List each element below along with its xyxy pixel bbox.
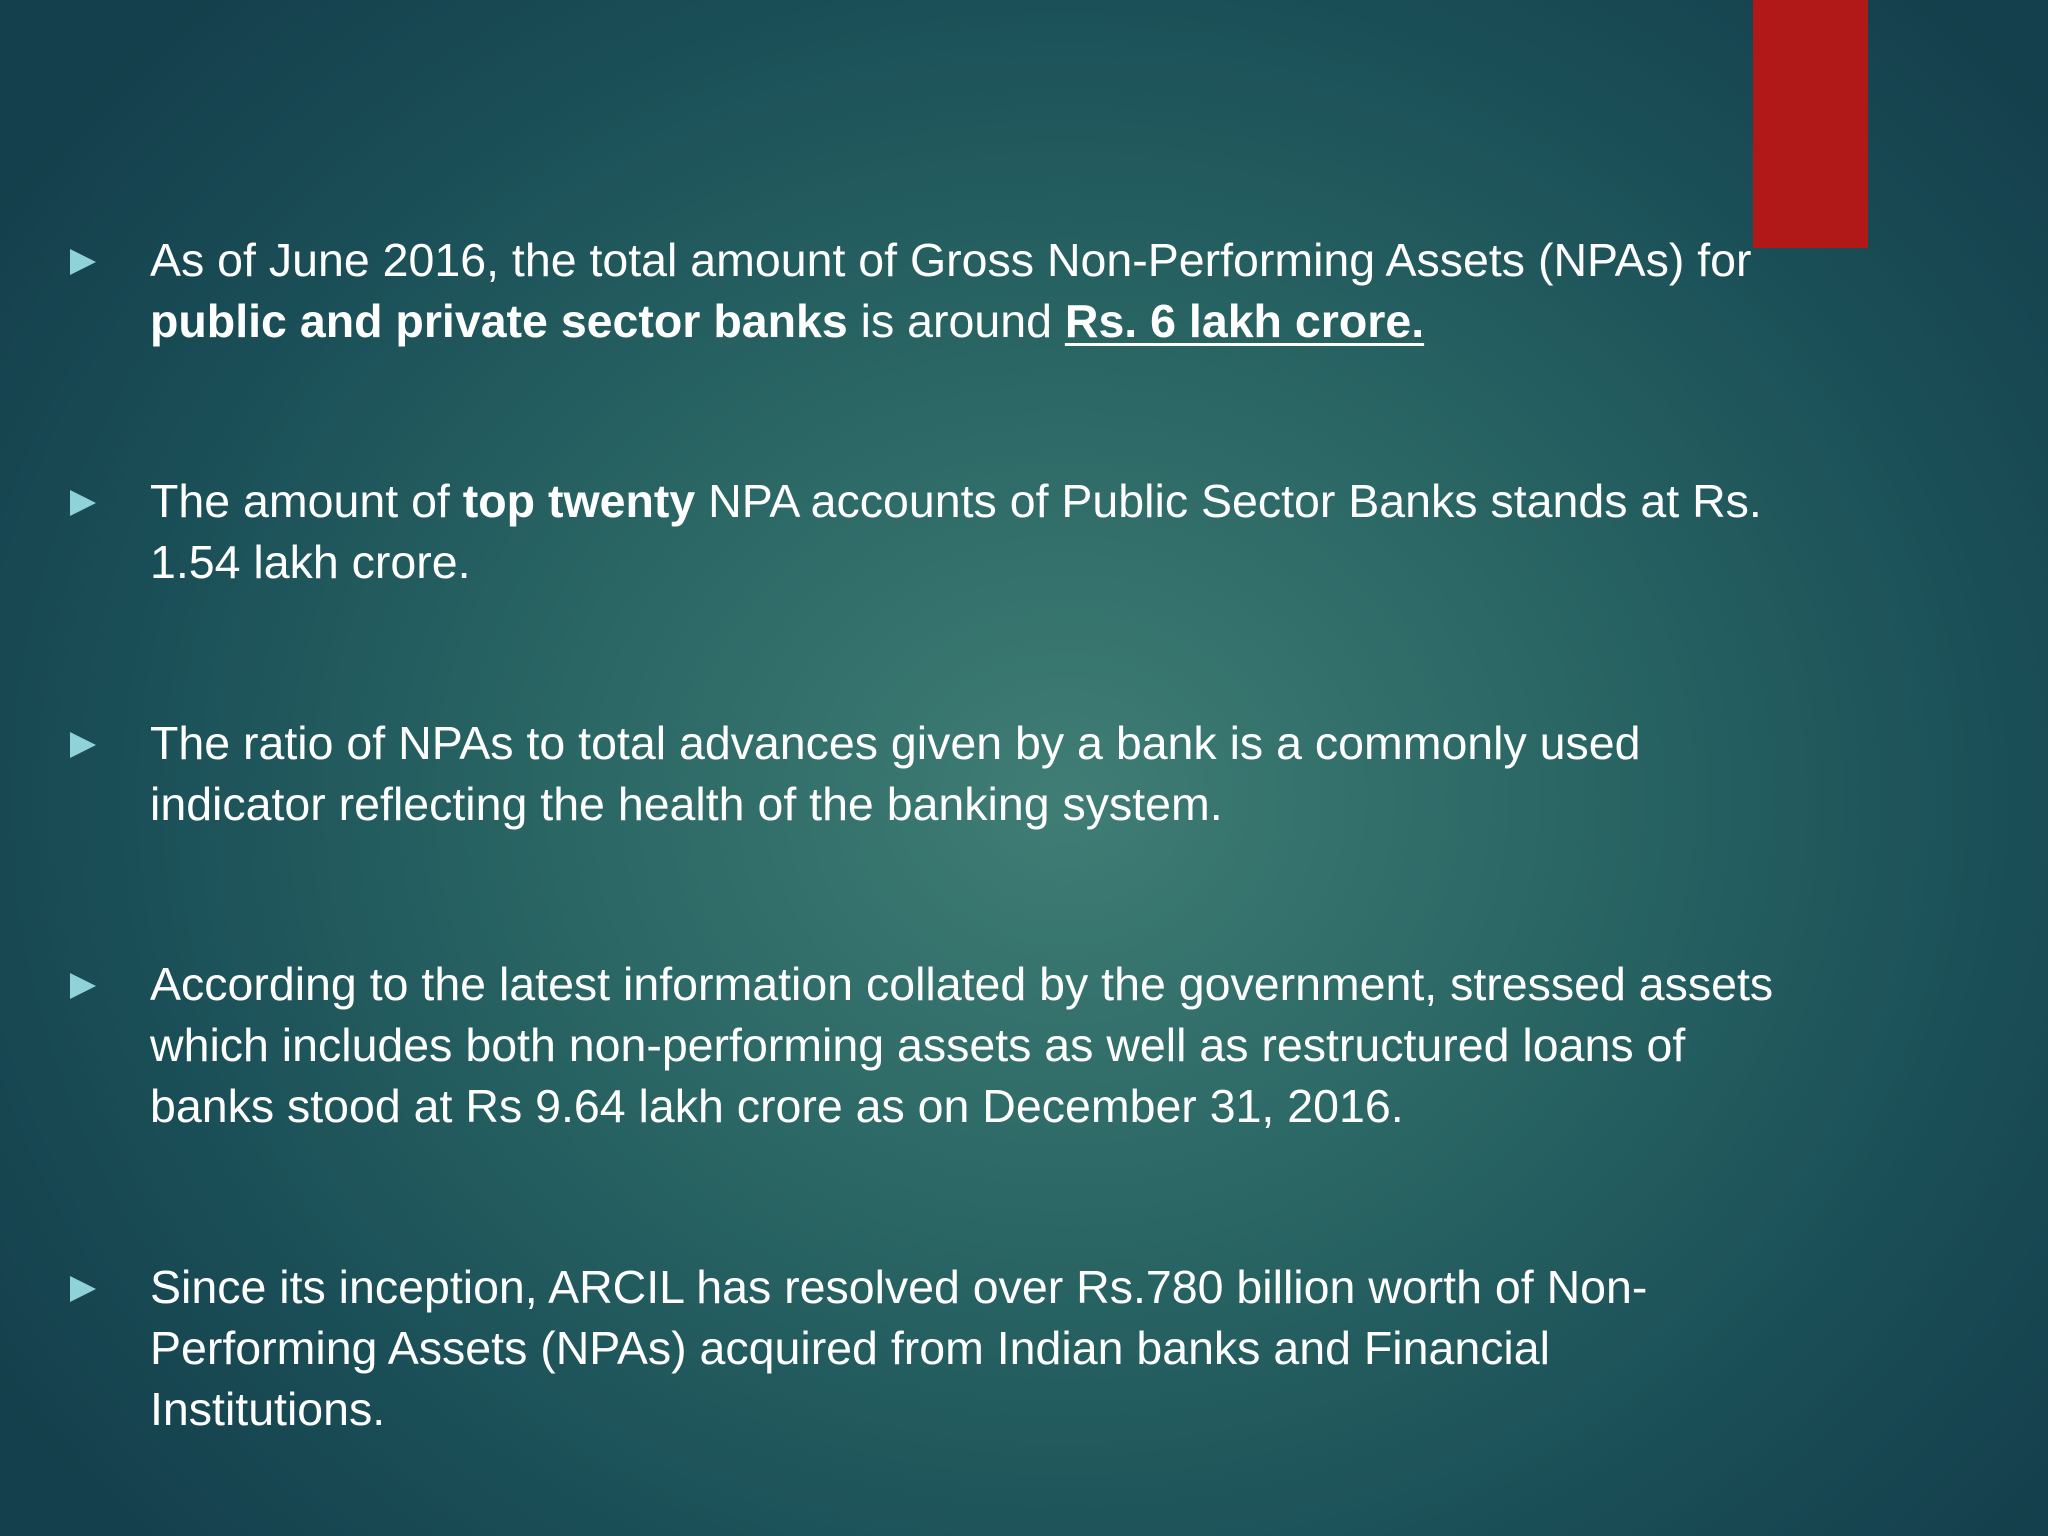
bold-phrase: top twenty — [462, 475, 696, 527]
bullet-text — [150, 1257, 1968, 1440]
bullet-line: 1.54 lakh crore. — [150, 536, 471, 588]
bullet-fragment: NPA accounts of Public Sector Banks stands at Rs. — [695, 475, 1762, 527]
bullet-line: According to the latest information collated by the government, stressed assets — [150, 958, 1774, 1010]
bullet-text — [150, 954, 1968, 1137]
bullet-line: The ratio of NPAs to total advances given by a bank is a commonly used — [150, 717, 1641, 769]
bullet-fragment: The amount of — [150, 475, 463, 527]
bullet-item-2 — [68, 471, 1968, 593]
bullet-line: indicator reflecting the health of the banking system. — [150, 778, 1223, 830]
bullet-text — [150, 713, 1968, 835]
bullet-item-5 — [68, 1257, 1968, 1440]
bullet-line: which includes both non-performing assets as well as restructured loans of — [150, 1019, 1686, 1071]
triangle-right-icon — [68, 730, 104, 760]
bullet-item-1 — [68, 230, 1968, 352]
bullet-text — [150, 471, 1968, 593]
triangle-right-icon — [68, 1274, 104, 1304]
bullet-line: Performing Assets (NPAs) acquired from Indian banks and Financial — [150, 1322, 1550, 1374]
bold-phrase: public and private sector banks — [150, 295, 848, 347]
bullet-text — [150, 230, 1968, 352]
bullet-line: banks stood at Rs 9.64 lakh crore as on December 31, 2016. — [150, 1080, 1404, 1132]
bullet-item-3 — [68, 713, 1968, 835]
bullet-line: Since its inception, ARCIL has resolved over Rs.780 billion worth of Non- — [150, 1261, 1648, 1313]
bullet-fragment: is around — [847, 295, 1065, 347]
triangle-right-icon — [68, 247, 104, 277]
bullet-item-4 — [68, 954, 1968, 1137]
triangle-right-icon — [68, 488, 104, 518]
triangle-right-icon — [68, 971, 104, 1001]
bullet-line: As of June 2016, the total amount of Gross Non-Performing Assets (NPAs) for — [150, 234, 1752, 286]
highlight-amount: Rs. 6 lakh crore. — [1064, 295, 1425, 347]
bullet-line: Institutions. — [150, 1383, 386, 1435]
